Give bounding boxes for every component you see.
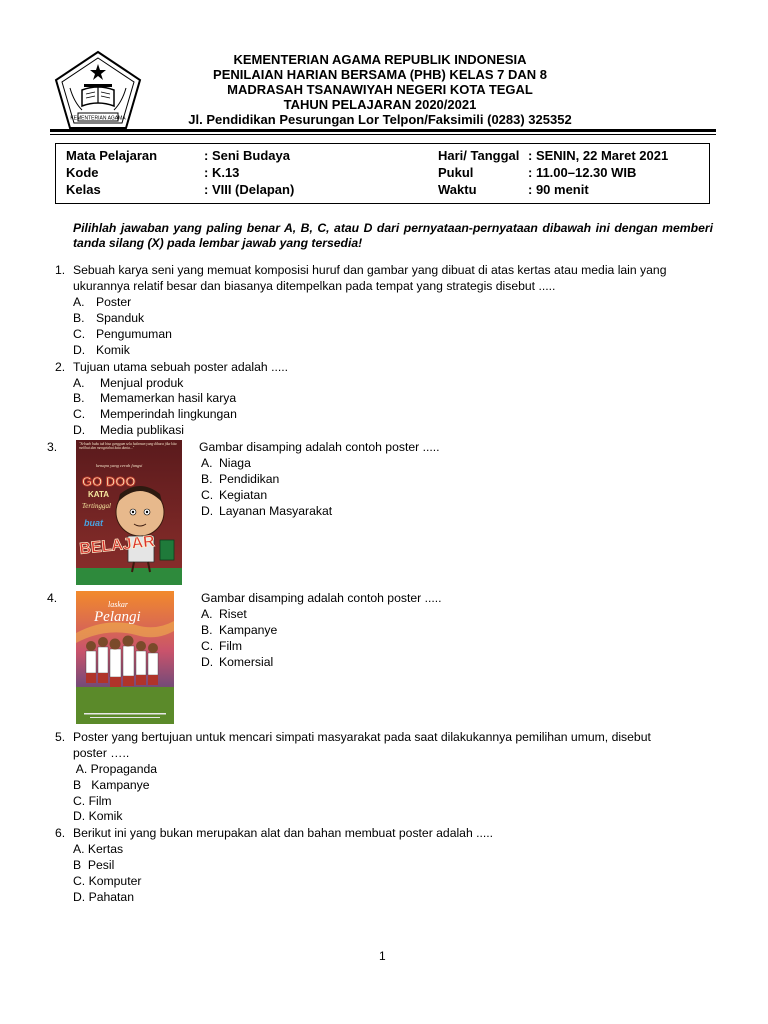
info-value-date: : SENIN, 22 Maret 2021 <box>528 148 669 163</box>
info-value-time: : 11.00–12.30 WIB <box>528 165 637 180</box>
question-1-text: Sebuah karya seni yang memuat komposisi huruf dan gambar yang dibuat di atas kertas atau media lain yang <box>73 263 667 277</box>
poster-word-1: GO DOO <box>82 474 136 489</box>
film-title-1: laskar <box>108 600 128 609</box>
q1-option-b-letter: B. <box>73 311 85 325</box>
q2-option-b: Memamerkan hasil karya <box>100 391 237 405</box>
q3-option-d: Layanan Masyarakat <box>219 504 333 518</box>
header-rule-thick <box>50 129 716 132</box>
film-title-2: Pelangi <box>94 609 141 625</box>
poster-image-film <box>76 591 174 724</box>
q1-option-c: Pengumuman <box>96 327 172 341</box>
q2-option-c: Memperindah lingkungan <box>100 407 237 421</box>
q4-option-b: Kampanye <box>219 623 278 637</box>
question-3-number: 3. <box>47 440 58 454</box>
q5-option-c: C. Film <box>73 794 112 808</box>
question-5-text: Poster yang bertujuan untuk mencari simpati masyarakat pada saat dilakukannya pemilihan umum, disebut <box>73 730 651 744</box>
q1-option-a-letter: A. <box>73 295 85 309</box>
poster-small-text: kenapa yang cerah fungsi <box>96 463 143 468</box>
q3-option-b-letter: B. <box>201 472 213 486</box>
question-2-number: 2. <box>55 360 66 374</box>
info-label-time: Pukul <box>438 165 474 180</box>
question-4-number: 4. <box>47 591 58 605</box>
poster-word-5: BELAJAR <box>78 533 156 558</box>
q4-option-c-letter: C. <box>201 639 214 653</box>
question-5-number: 5. <box>55 730 66 744</box>
info-label-subject: Mata Pelajaran <box>66 148 158 163</box>
info-value-code: : K.13 <box>204 165 240 180</box>
q3-option-c-letter: C. <box>201 488 214 502</box>
q4-option-d-letter: D. <box>201 655 214 669</box>
logo-caption: KEMENTERIAN AGAMA <box>70 115 126 122</box>
q4-option-a: Riset <box>219 607 247 621</box>
poster-word-3: Tertinggal <box>82 502 111 510</box>
q6-option-d: D. Pahatan <box>73 890 134 904</box>
q3-option-d-letter: D. <box>201 504 214 518</box>
question-1-text-cont: ukurannya relatif besar dan biasanya ditempelkan pada tempat yang strategis disebut ..... <box>73 279 556 293</box>
header-rule-thin <box>50 134 716 135</box>
question-5-text-cont: poster ….. <box>73 746 130 760</box>
poster-quote: "Sebuah buku tak bisa genggam sela halaman yang dibaca jika kita melihat dan mengetahui kata dunia..." <box>79 442 177 451</box>
q2-option-a: Menjual produk <box>100 376 184 390</box>
q4-option-a-letter: A. <box>201 607 213 621</box>
q3-option-c: Kegiatan <box>219 488 268 502</box>
q5-option-a: A. Propaganda <box>73 762 158 776</box>
q2-option-c-letter: C. <box>73 407 86 421</box>
q5-option-d: D. Komik <box>73 809 123 823</box>
poster-word-4: buat <box>84 518 103 528</box>
instructions: Pilihlah jawaban yang paling benar A, B, C, atau D dari pernyataan-pernyataan dibawah ini dengan memberi tanda silang (X) pada lembar jawab yang tersedia! <box>73 221 713 250</box>
header-line-1: KEMENTERIAN AGAMA REPUBLIK INDONESIA <box>233 52 527 67</box>
q3-option-a-letter: A. <box>201 456 213 470</box>
q6-option-b: B Pesil <box>73 858 115 872</box>
info-label-duration: Waktu <box>438 182 477 197</box>
poster-word-2: KATA <box>88 490 110 499</box>
header-line-4: TAHUN PELAJARAN 2020/2021 <box>283 97 477 112</box>
q3-option-b: Pendidikan <box>219 472 280 486</box>
info-label-class: Kelas <box>66 182 101 197</box>
q5-option-b: B Kampanye <box>73 778 150 792</box>
q1-option-d: Komik <box>96 343 130 357</box>
question-4-text: Gambar disamping adalah contoh poster ..... <box>201 591 442 605</box>
info-value-subject: : Seni Budaya <box>204 148 290 163</box>
q2-option-a-letter: A. <box>73 376 85 390</box>
q1-option-a: Poster <box>96 295 132 309</box>
header-line-2: PENILAIAN HARIAN BERSAMA (PHB) KELAS 7 DAN 8 <box>213 67 547 82</box>
question-6-text: Berikut ini yang bukan merupakan alat dan bahan membuat poster adalah ..... <box>73 826 494 840</box>
header-address: Jl. Pendidikan Pesurungan Lor Telpon/Faksimili (0283) 325352 <box>188 112 572 127</box>
q2-option-d: Media publikasi <box>100 423 185 437</box>
q6-option-c: C. Komputer <box>73 874 142 888</box>
question-6-number: 6. <box>55 826 66 840</box>
question-2-text: Tujuan utama sebuah poster adalah ..... <box>73 360 289 374</box>
q4-option-d: Komersial <box>219 655 274 669</box>
poster-image-education <box>76 440 182 585</box>
q1-option-d-letter: D. <box>73 343 86 357</box>
question-3-text: Gambar disamping adalah contoh poster ..... <box>199 440 440 454</box>
q3-option-a: Niaga <box>219 456 251 470</box>
info-value-duration: : 90 menit <box>528 182 589 197</box>
q2-option-d-letter: D. <box>73 423 86 437</box>
q1-option-c-letter: C. <box>73 327 86 341</box>
info-label-code: Kode <box>66 165 99 180</box>
info-value-class: : VIII (Delapan) <box>204 182 295 197</box>
question-1-number: 1. <box>55 263 66 277</box>
page-number: 1 <box>379 949 386 963</box>
q4-option-c: Film <box>219 639 243 653</box>
q1-option-b: Spanduk <box>96 311 145 325</box>
header-line-3: MADRASAH TSANAWIYAH NEGERI KOTA TEGAL <box>227 82 533 97</box>
info-label-date: Hari/ Tanggal <box>438 148 520 163</box>
q6-option-a: A. Kertas <box>73 842 124 856</box>
q4-option-b-letter: B. <box>201 623 213 637</box>
q2-option-b-letter: B. <box>73 391 85 405</box>
